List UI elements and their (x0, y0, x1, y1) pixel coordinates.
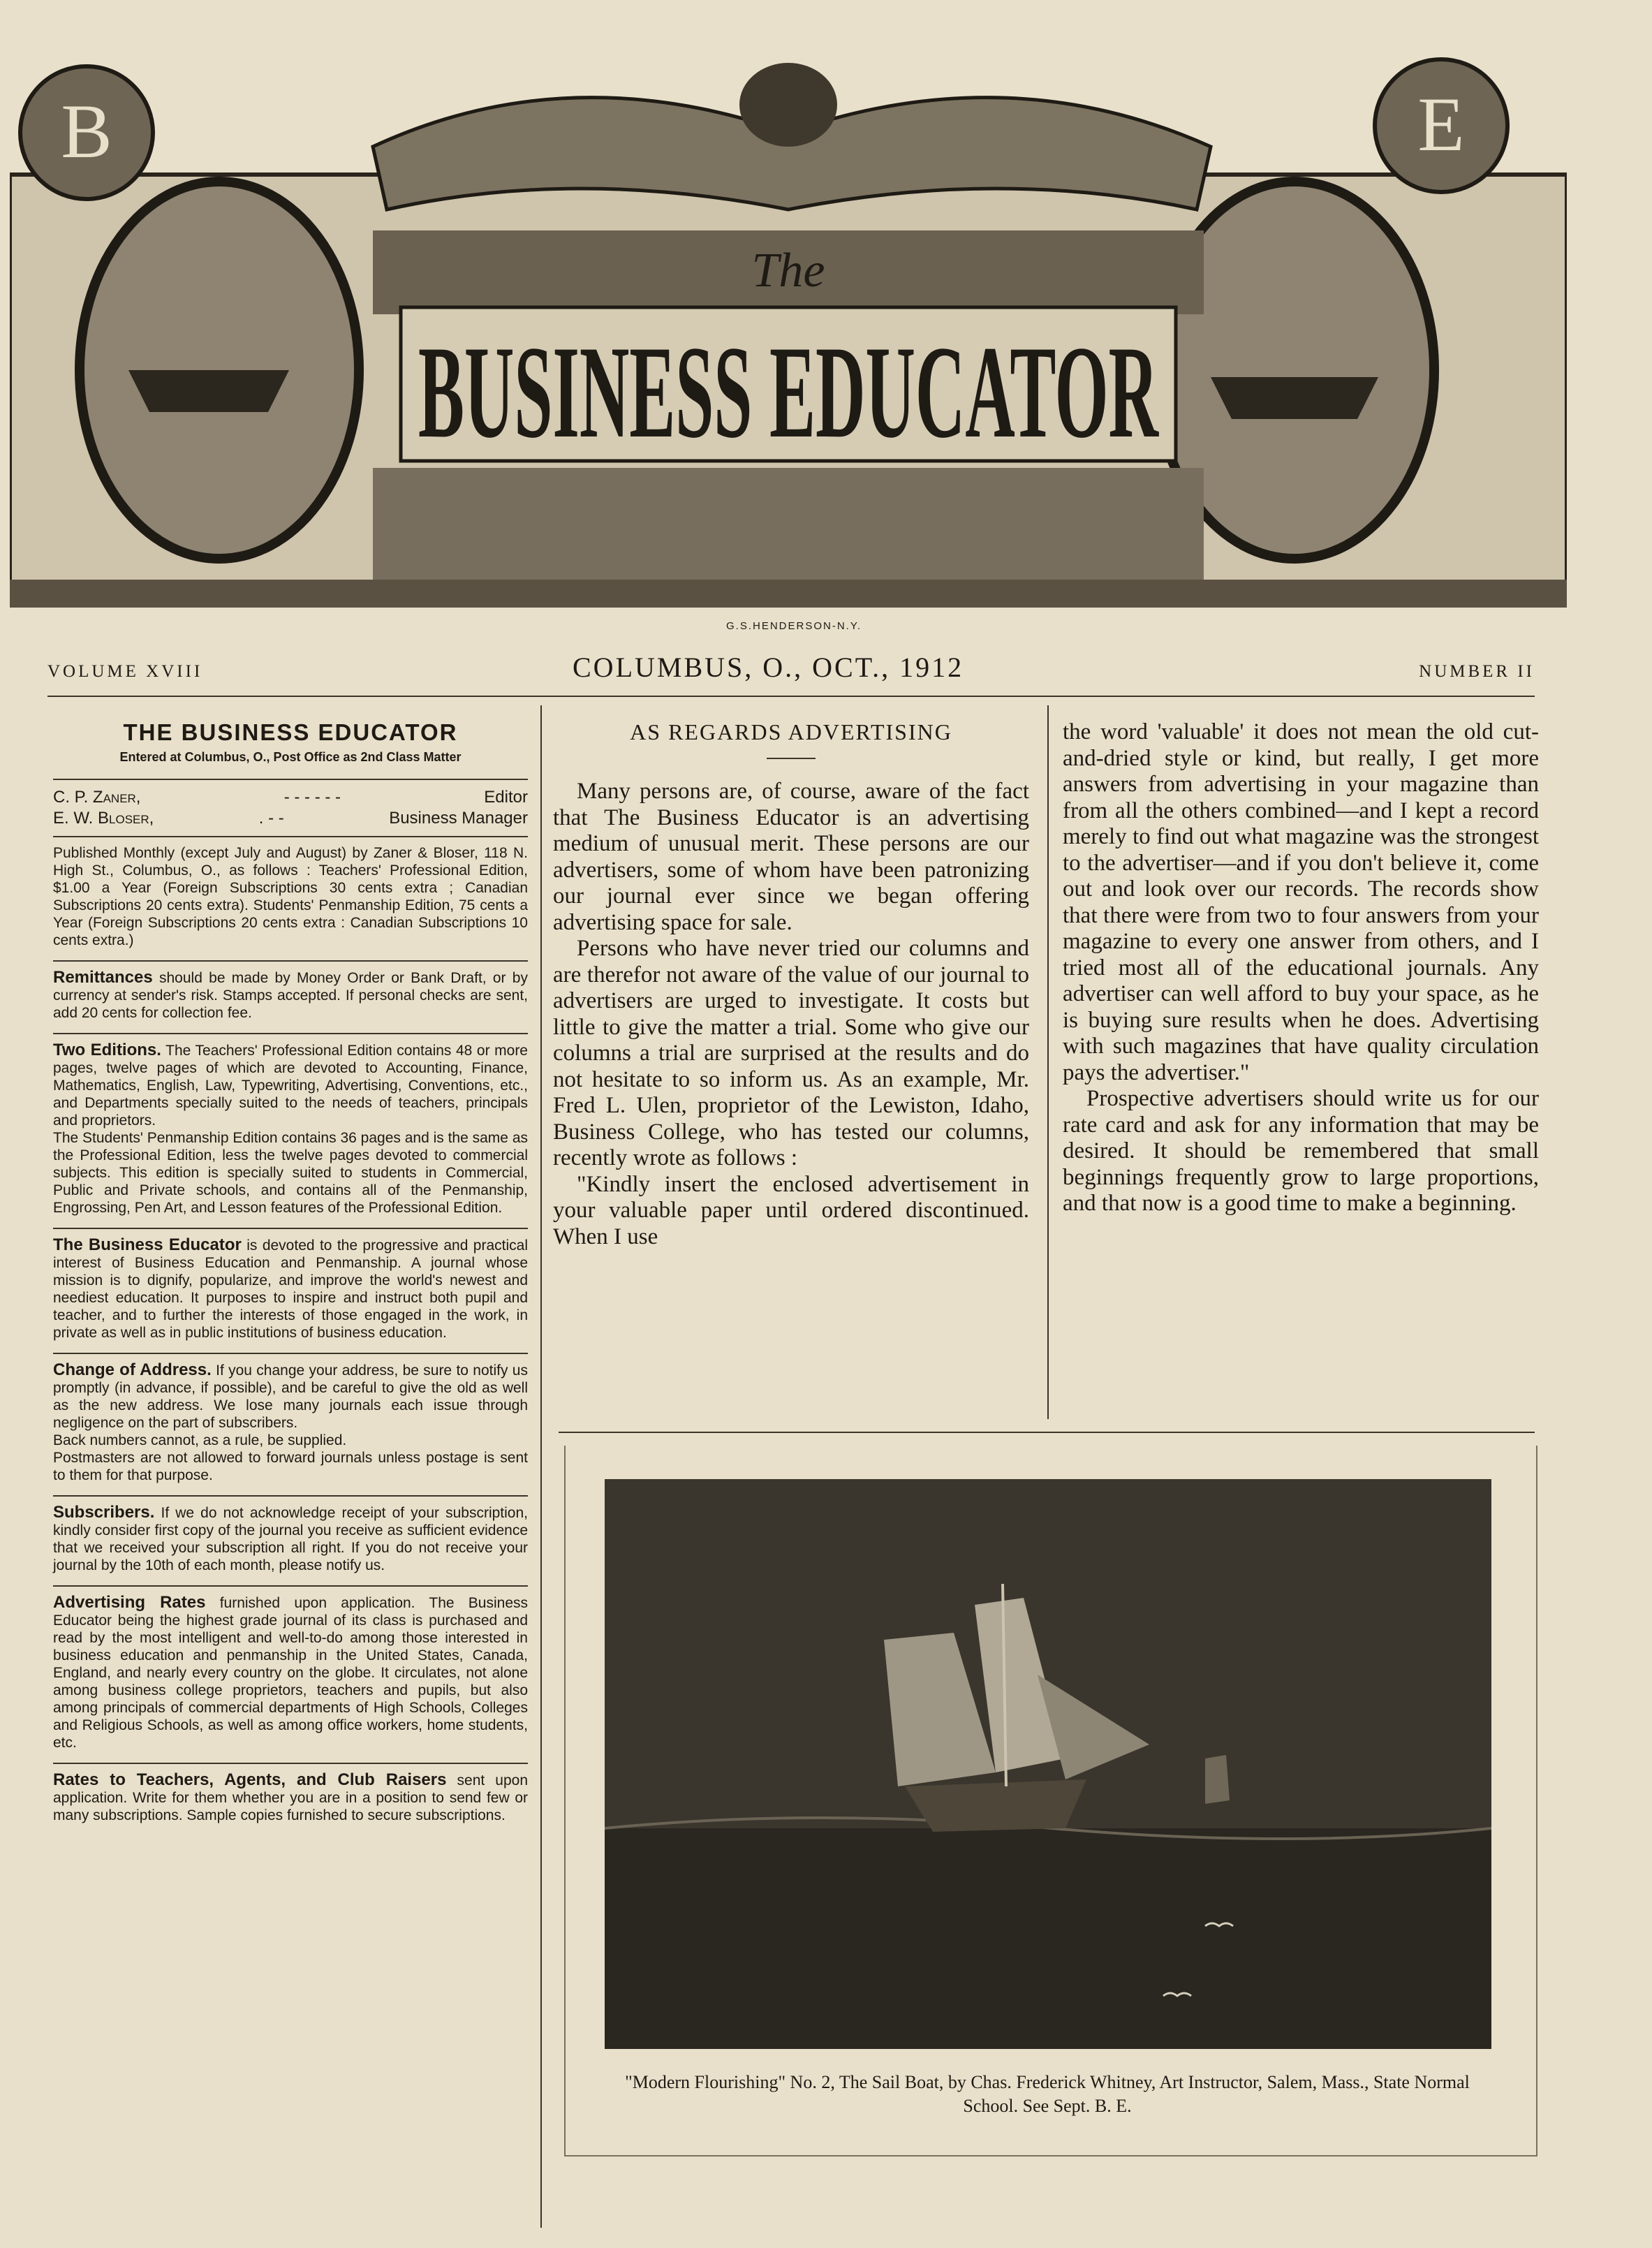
article-paragraph: Persons who have never tried our columns and are therefor not aware of the value of our journal to advertisers are urged to investigate. It costs but little to give the matter a trial. Some who give our columns a trial are surprised at the results and do not hesitate to so inform us. As an example, Mr. Fred L. Ulen, proprietor of the Lewiston, Idaho, Business College, who has tested our columns, recently wrote as follows : (553, 936, 1029, 1170)
staff-name: E. W. Bloser, (53, 809, 154, 828)
divider (53, 960, 528, 962)
staff-list (53, 787, 528, 829)
column-divider (1047, 705, 1049, 1419)
column-divider (540, 705, 542, 2228)
title-rule (767, 758, 816, 759)
address-heading: Change of Address. (53, 1360, 212, 1379)
address-text-3: Postmasters are not allowed to forward journals unless postage is sent to them for that purpose. (53, 1450, 528, 1483)
article-paragraph: Many persons are, of course, aware of the fact that The Business Educator is an advertising medium of unusual merit. These persons are our advertisers, some of whom have been patronizing our journal ever since we began offering advertising space for sale. (553, 779, 1029, 935)
masthead-the: The (751, 244, 825, 297)
dateline (47, 651, 1535, 693)
devoted-block (53, 1236, 528, 1342)
two-editions-block (53, 1041, 528, 1217)
article-paragraph: Prospective advertisers should write us for our rate card and ask for any information that may be desired. It should be remembered that small beginnings frequently grow to large proportions, and that now is a good time to make a beginning. (1063, 1086, 1539, 1216)
subscribers-block (53, 1504, 528, 1574)
staff-dashes: . - - (258, 809, 284, 828)
sailboat-illustration (605, 1479, 1491, 2049)
staff-row (53, 787, 528, 808)
divider (53, 1763, 528, 1764)
divider (53, 1353, 528, 1354)
divider (53, 1495, 528, 1497)
article-paragraph: the word 'valuable' it does not mean the old cut-and-dried style or kind, but really, I get more answers from advertising in your magazine than from all the others combined—and I kept a record merely to find out what magazine was the strongest to the advertiser—and if you don't believe it, come out and look over our records. The records show that there were from two to four answers from your magazine to every one answer from others, and I tried most all of the educational journals. Any advertiser can well afford to buy your space, as he is buying sure results when he does. Advertising with such magazines that have quality circulation pays the advertiser." (1063, 719, 1539, 1085)
article-paragraph: "Kindly insert the enclosed advertisement in your valuable paper until ordered discontinued. When I use (553, 1171, 1029, 1249)
article-title: AS REGARDS ADVERTISING (630, 719, 952, 744)
place-date: COLUMBUS, O., OCT., 1912 (573, 652, 964, 683)
masthead-banner (10, 49, 1567, 622)
rates-text: furnished upon application. The Business Educator being the highest grade journal of its class is purchased and read by the most intelligent and well-to-do among those interested in business education and penmanship in the United States, Canada, England, and nearly every country on the globe. It circulates, not alone among business college proprietors, teachers and pupils, but also among principals of commercial departments of High Schools, Colleges and Religious Schools, as well as among office workers, home students, etc. (53, 1595, 528, 1751)
rates-heading: Advertising Rates (53, 1593, 206, 1612)
staff-role: Editor (484, 788, 528, 807)
devoted-heading: The Business Educator (53, 1235, 242, 1254)
divider (53, 779, 528, 780)
divider (53, 1228, 528, 1229)
address-text-2: Back numbers cannot, as a rule, be supplied. (53, 1432, 347, 1448)
number-label: NUMBER II (1419, 662, 1535, 681)
subscribers-text: If we do not acknowledge receipt of your subscription, kindly consider first copy of the journal you receive as sufficient evidence that we received your subscription all right. If you do not receive your journal by the 10th of each month, please notify us. (53, 1505, 528, 1573)
address-block (53, 1361, 528, 1484)
column-masthead-title: THE BUSINESS EDUCATOR (123, 719, 458, 745)
remittances-text: should be made by Money Order or Bank Draft, or by currency at sender's risk. Stamps accepted. If personal checks are sent, add 20 cents for collection fee. (53, 970, 528, 1021)
monogram-right: E (1417, 82, 1465, 167)
two-editions-text: The Teachers' Professional Edition contains 48 or more pages, twelve pages of which are devoted to Accounting, Finance, Mathematics, English, Law, Typewriting, Advertising, Conventions, etc., and Departments specially suited to the needs of teachers, principals and proprietors. (53, 1043, 528, 1129)
two-editions-text-2: The Students' Penmanship Edition contains 36 pages and is the same as the Professional Edition, less the twelve pages devoted to commercial subjects. This edition is specially suited to students in Commercial, Public and Private schools, and contains all of the Penmanship, Engrossing, Pen Art, and Lesson features of the Professional Edition. (53, 1130, 528, 1216)
top-rule (47, 696, 1535, 697)
publisher-info-column (53, 711, 528, 1835)
figure-caption: "Modern Flourishing" No. 2, The Sail Boat, by Chas. Frederick Whitney, Art Instructor, Salem, Mass., State Normal School. See Sept. B. E. (625, 2072, 1470, 2116)
remittances-block (53, 969, 528, 1022)
club-block (53, 1771, 528, 1824)
club-heading: Rates to Teachers, Agents, and Club Raisers (53, 1770, 447, 1789)
staff-row (53, 808, 528, 829)
engraver-credit: G.S.HENDERSON-N.Y. (726, 620, 862, 632)
entered-note: Entered at Columbus, O., Post Office as 2nd Class Matter (119, 750, 462, 764)
two-editions-heading: Two Editions. (53, 1041, 161, 1059)
article-column-2 (1063, 719, 1539, 1217)
volume-label: VOLUME XVIII (47, 662, 203, 681)
staff-dashes: - - - - - - (283, 788, 341, 807)
published-note: Published Monthly (except July and August) by Zaner & Bloser, 118 N. High St., Columbus, O., as follows : Teachers' Professional Edition, $1.00 a Year (Foreign Subscriptions 30 cents extra ; Canadian Subscriptions 20 cents extra). Students' Penmanship Edition, 75 cents a Year (Foreign Subscriptions 20 cents extra : Canadian Subscriptions 10 cents extra.) (53, 845, 528, 948)
section-rule (559, 1432, 1535, 1433)
staff-name: C. P. Zaner, (53, 788, 141, 807)
address-text: If you change your address, be sure to notify us promptly (in advance, if possible), and be careful to give the old as well as the new address. We lose many journals each issue through negligence on the part of subscribers. (53, 1362, 528, 1431)
divider (53, 1033, 528, 1034)
article-column-1 (553, 719, 1029, 1250)
rates-block (53, 1594, 528, 1751)
club-text: sent upon application. Write for them whether you are in a position to send few or many subscriptions. Sample copies furnished to secure subscriptions. (53, 1772, 528, 1823)
divider (53, 836, 528, 837)
devoted-text: is devoted to the progressive and practical interest of Business Education and Penmanship. A journal whose mission is to dignify, popularize, and improve the world's newest and neediest education. It purposes to inspire and instruct both pupil and teacher, and to further the interests of those engaged in the work, in private as well as in public institutions of business education. (53, 1237, 529, 1341)
remittances-heading: Remittances (53, 968, 153, 987)
masthead-title: BUSINESS EDUCATOR (418, 319, 1159, 466)
monogram-left: B (61, 89, 112, 174)
subscribers-heading: Subscribers. (53, 1503, 155, 1522)
divider (53, 1585, 528, 1587)
staff-role: Business Manager (389, 809, 528, 828)
